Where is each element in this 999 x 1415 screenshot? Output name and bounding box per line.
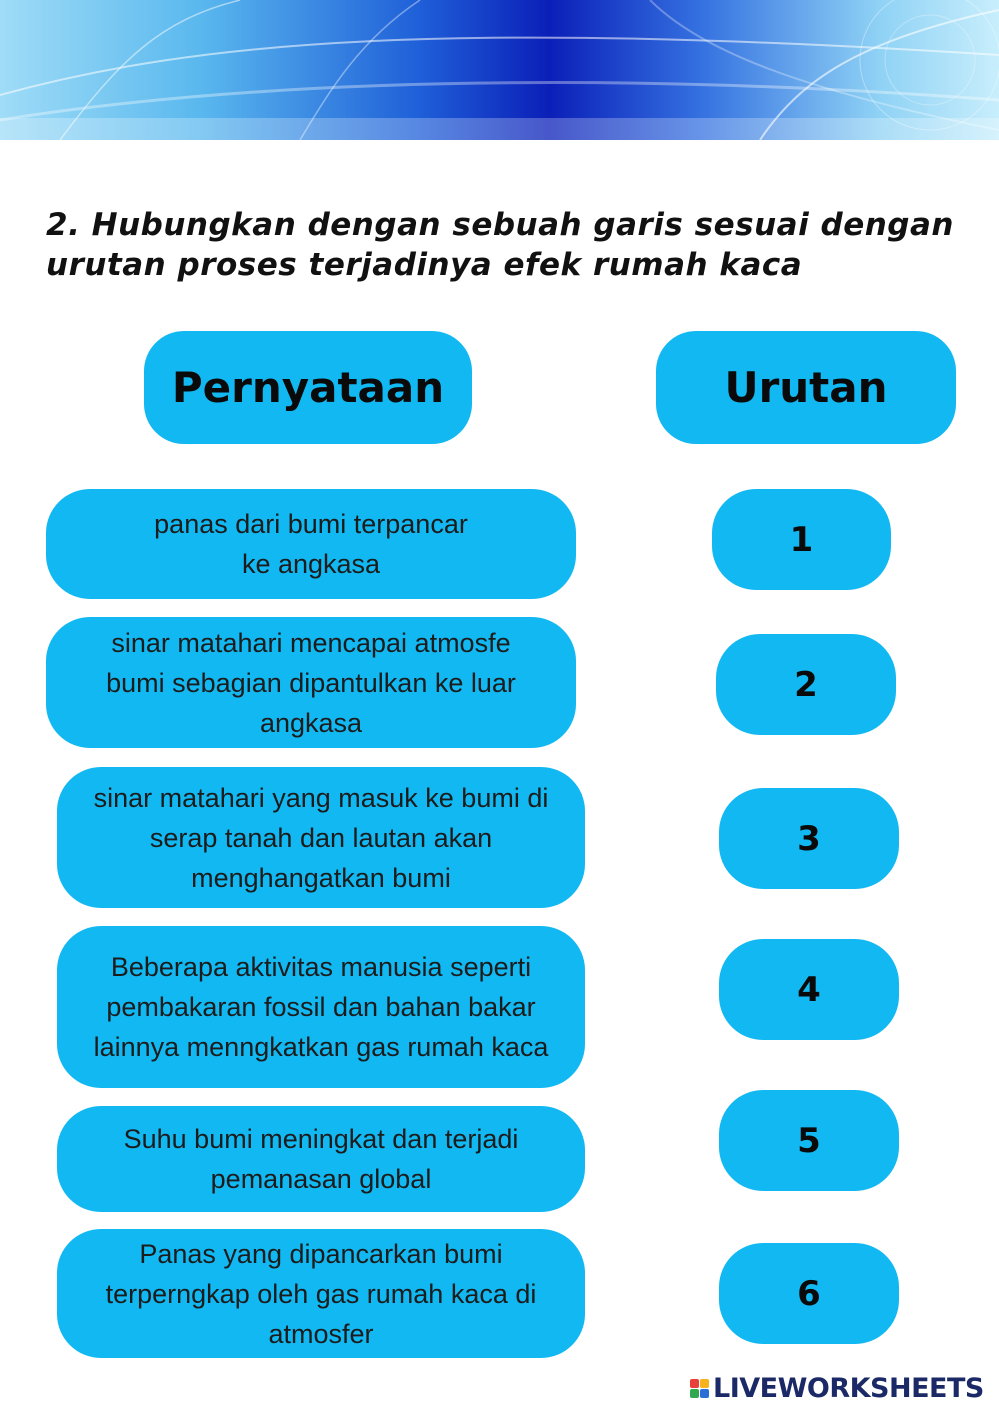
header-banner: [0, 0, 999, 140]
statement-line: angkasa: [259, 707, 363, 738]
statement-card-2[interactable]: [46, 617, 576, 748]
liveworksheets-logo-icon: [690, 1379, 709, 1398]
statement-card-5[interactable]: [57, 1106, 585, 1212]
brand-name: LIVEWORKSHEETS: [713, 1373, 984, 1404]
statement-header: Pernyataan: [144, 331, 472, 444]
banner-light-streaks: [0, 0, 999, 140]
order-number-4[interactable]: 4: [719, 939, 899, 1040]
order-number-2[interactable]: 2: [716, 634, 896, 735]
order-number-5[interactable]: 5: [719, 1090, 899, 1191]
liveworksheets-logo: [690, 1373, 984, 1404]
statement-card-6[interactable]: [57, 1229, 585, 1358]
statement-line: serap tanah dan lautan akan: [149, 822, 493, 853]
order-header: Urutan: [656, 331, 956, 444]
statement-line: lainnya menngkatkan gas rumah kaca: [93, 1032, 549, 1062]
order-number-6[interactable]: 6: [719, 1243, 899, 1344]
statement-line: terperngkap oleh gas rumah kaca di: [105, 1278, 537, 1309]
order-number-1[interactable]: 1: [712, 489, 891, 590]
statement-line: atmosfer: [268, 1318, 374, 1349]
statement-line: menghangatkan bumi: [191, 862, 451, 893]
statement-line: Panas yang dipancarkan bumi: [139, 1238, 503, 1269]
statement-line: pembakaran fossil dan bahan bakar: [106, 992, 536, 1022]
statement-card-1[interactable]: [46, 489, 576, 599]
statement-line: Beberapa aktivitas manusia seperti: [110, 952, 532, 982]
statement-line: panas dari bumi terpancar: [154, 509, 468, 539]
statement-line: sinar matahari yang masuk ke bumi di: [93, 782, 549, 813]
statement-line: bumi sebagian dipantulkan ke luar: [106, 667, 516, 698]
statement-card-3[interactable]: [57, 767, 585, 908]
order-number-3[interactable]: 3: [719, 788, 899, 889]
statement-card-4[interactable]: [57, 926, 585, 1088]
statement-line: Suhu bumi meningkat dan terjadi: [123, 1124, 519, 1154]
statement-line: pemanasan global: [210, 1164, 432, 1194]
statement-line: ke angkasa: [241, 549, 381, 579]
question-text: 2. Hubungkan dengan sebuah garis sesuai dengan urutan proses terjadinya efek rumah kaca: [46, 207, 954, 283]
statement-line: sinar matahari mencapai atmosfe: [111, 627, 511, 658]
